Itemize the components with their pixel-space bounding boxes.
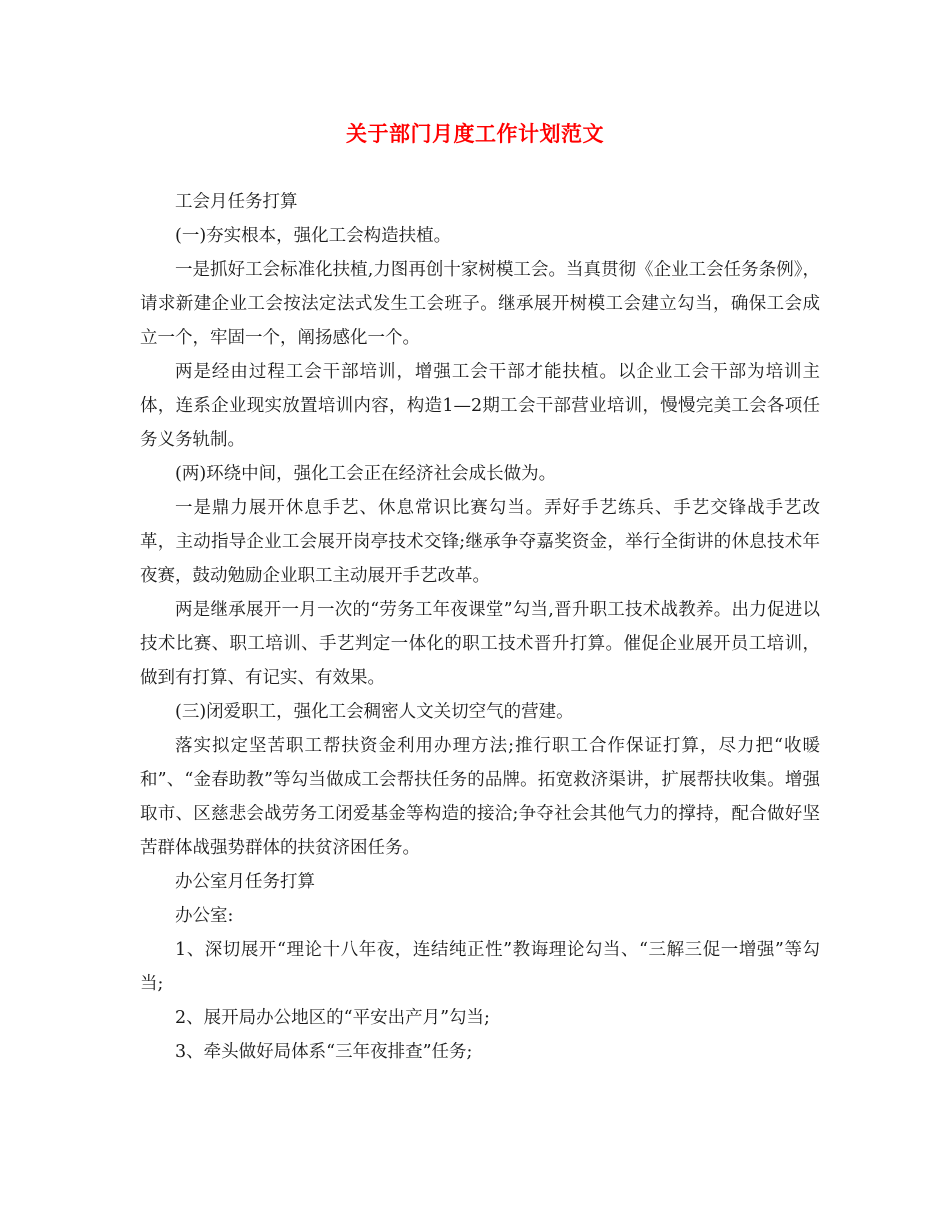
list-item: 3、牵头做好局体系“三年夜排查”任务; — [175, 1042, 473, 1062]
body-paragraph: 一是鼎力展开休息手艺、休息常识比赛勾当。弄好手艺练兵、手艺交锋战手艺改革，主动指导企业工会展开岗亭技术交锋;继承争夺嘉奖资金，举行全街讲的休息技术年夜赛，鼓动勉励企业职工主动展开手艺改革。 — [140, 498, 820, 586]
subsection-heading: (两)环绕中间，强化工会正在经济社会成长做为。 — [175, 464, 557, 484]
document-title: 关于部门月度工作计划范文 — [346, 121, 604, 146]
document-body — [140, 185, 820, 1069]
subsection-heading: (一)夯实根本，强化工会构造扶植。 — [175, 226, 452, 246]
section-heading-office: 办公室月任务打算 — [175, 872, 315, 892]
body-paragraph: 落实拟定坚苦职工帮扶资金利用办理方法;推行职工合作保证打算，尽力把“收暖和”、“金春助教”等勾当做成工会帮扶任务的品牌。拓宽救济渠讲，扩展帮扶收集。增强取市、区慈悲会战劳务工闭爱基金等构造的接洽;争夺社会其他气力的撑持，配合做好坚苦群体战强势群体的扶贫济困任务。 — [140, 736, 820, 858]
subsection-heading: (三)闭爱职工，强化工会稠密人文关切空气的营建。 — [175, 702, 574, 722]
body-paragraph: 一是抓好工会标准化扶植,力图再创十家树模工会。当真贯彻《企业工会任务条例》，请求新建企业工会按法定法式发生工会班子。继承展开树模工会建立勾当，确保工会成立一个，牢固一个，阐扬感化一个。 — [140, 260, 820, 348]
body-paragraph: 两是继承展开一月一次的“劳务工年夜课堂”勾当,晋升职工技术战教养。出力促进以技术比赛、职工培训、手艺判定一体化的职工技术晋升打算。催促企业展开员工培训，做到有打算、有记实、有效果。 — [140, 600, 820, 688]
body-paragraph: 两是经由过程工会干部培训，增强工会干部才能扶植。以企业工会干部为培训主体，连系企业现实放置培训内容，构造1—2期工会干部营业培训，慢慢完美工会各项任务义务轨制。 — [140, 362, 820, 450]
subsection-heading: 办公室: — [175, 906, 234, 926]
section-heading-union: 工会月任务打算 — [175, 192, 298, 212]
list-item: 2、展开局办公地区的“平安出产月”勾当; — [175, 1008, 490, 1028]
list-item: 1、深切展开“理论十八年夜，连结纯正性”教诲理论勾当、“三解三促一增强”等勾当; — [140, 940, 820, 994]
